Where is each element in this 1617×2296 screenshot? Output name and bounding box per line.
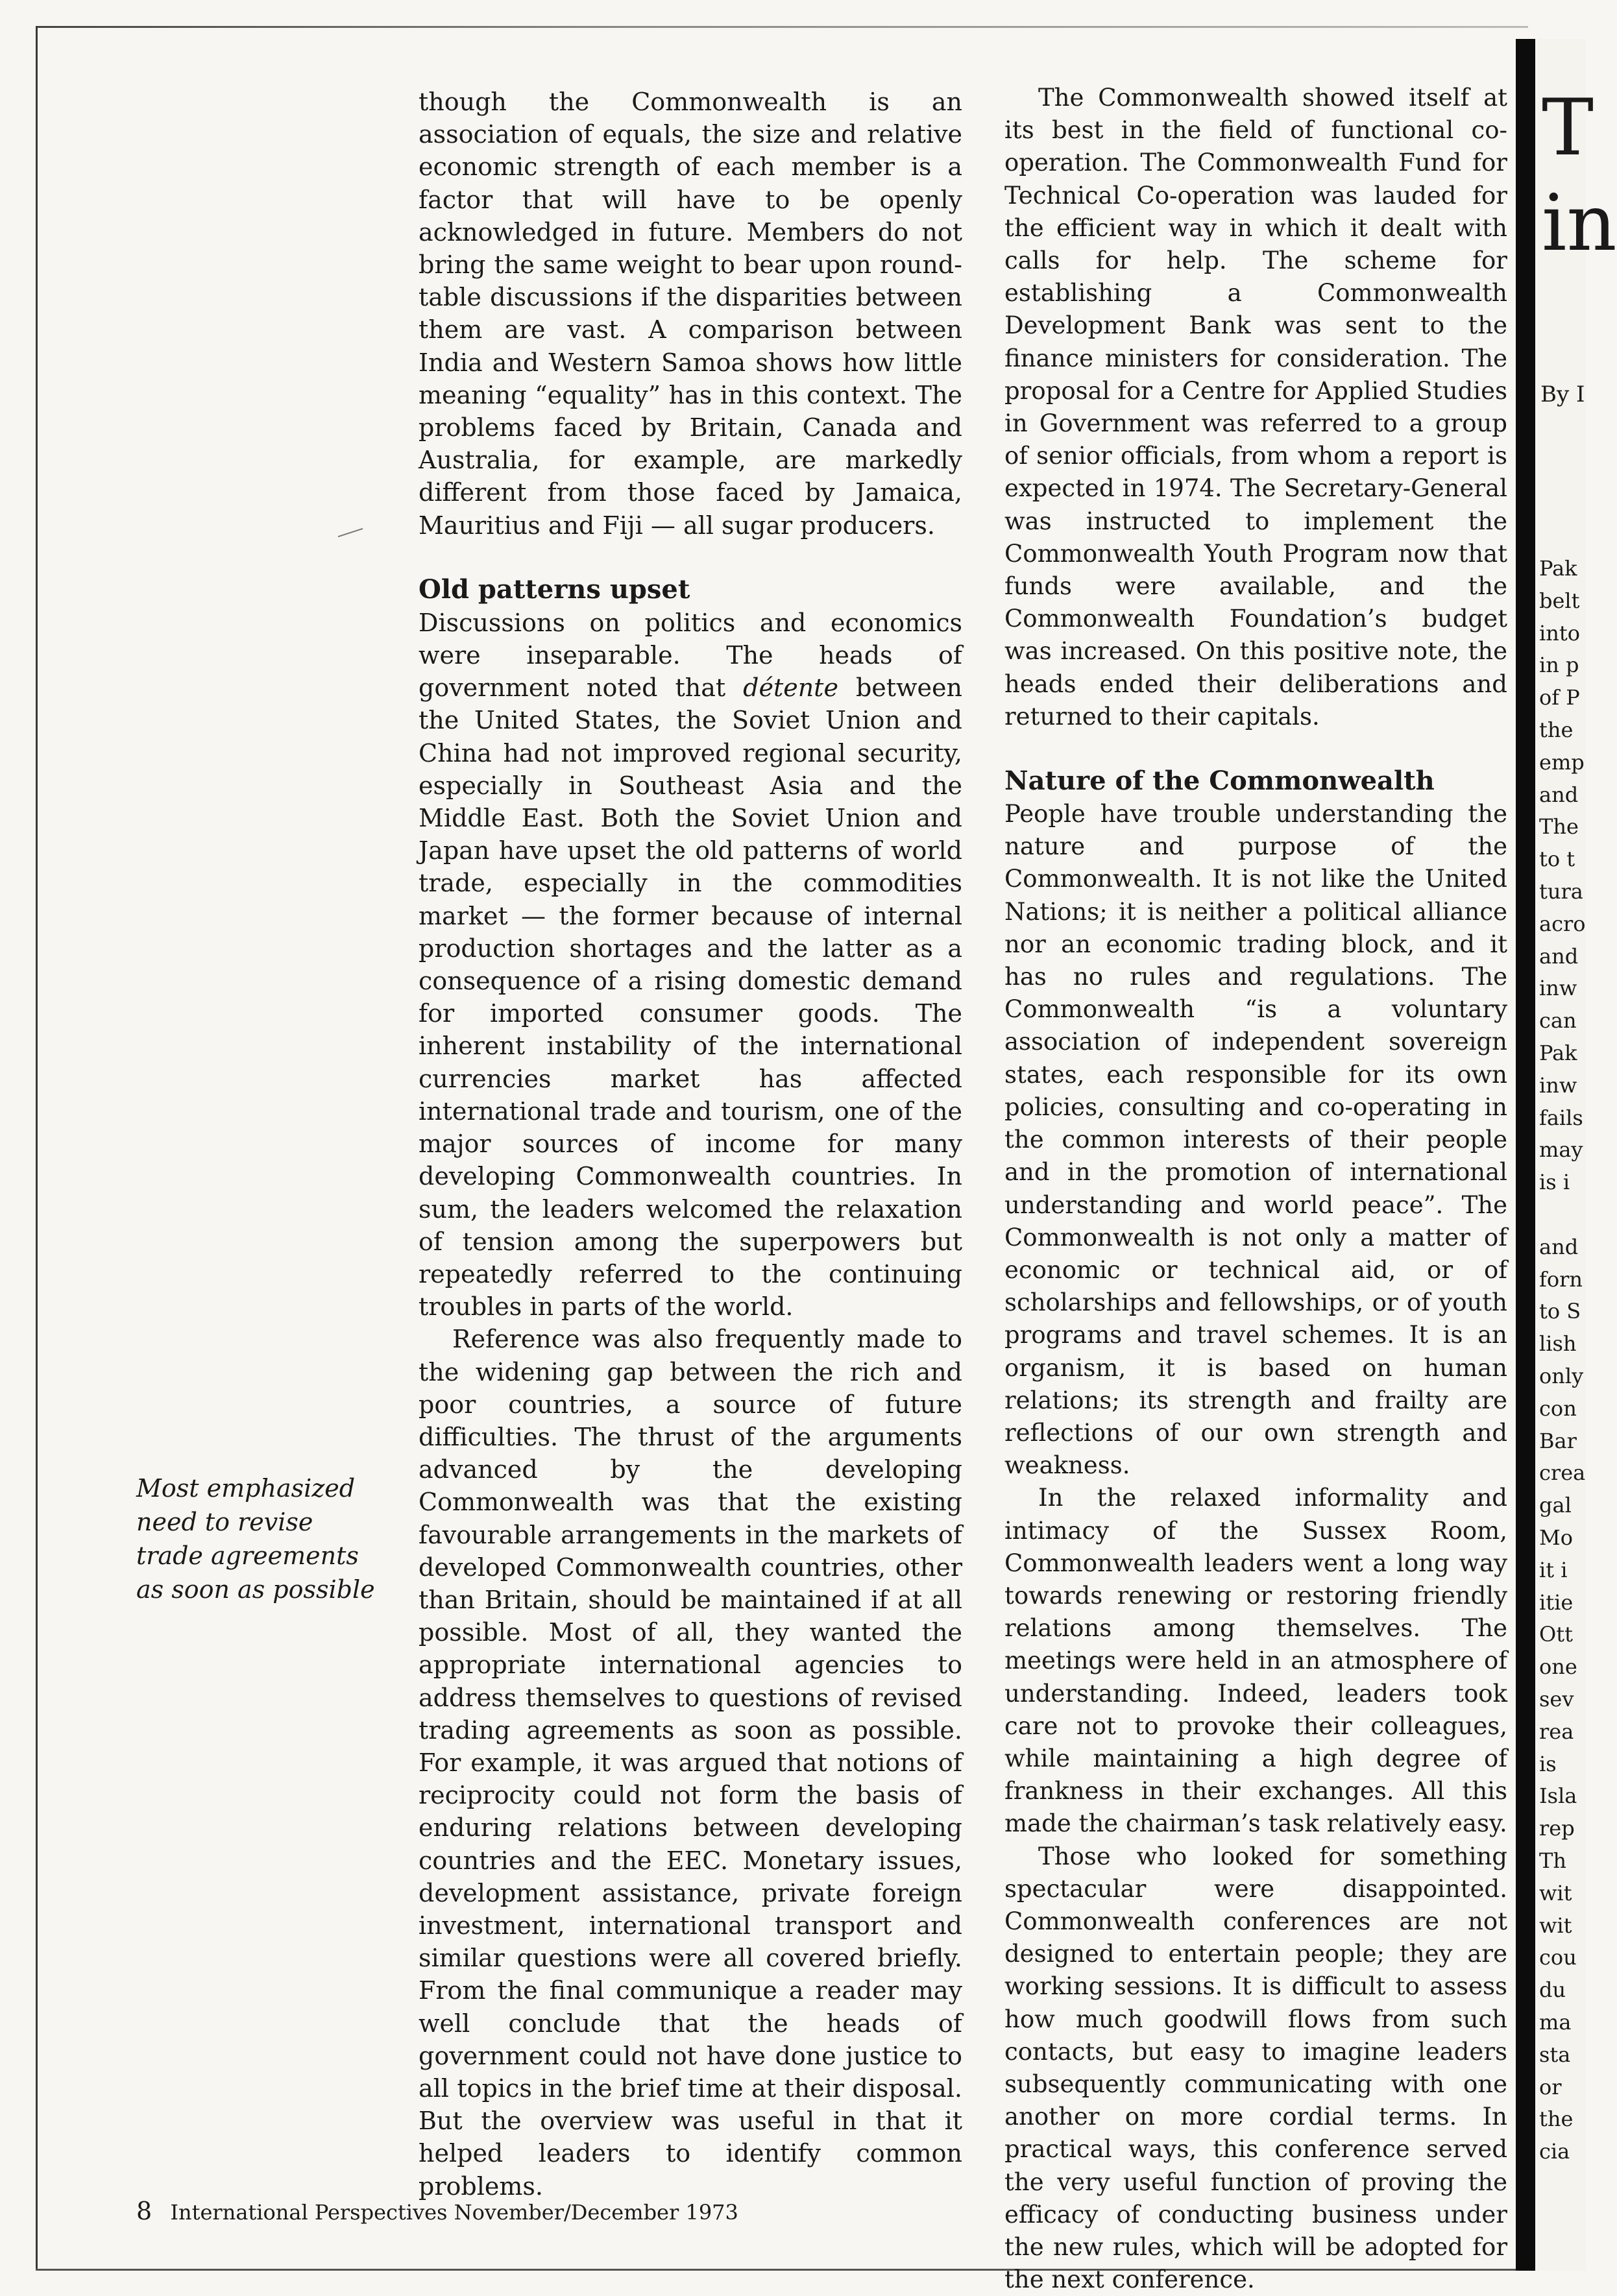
next-page-text-fragment: into — [1539, 620, 1580, 646]
next-page-text-fragment: wit — [1539, 1880, 1572, 1905]
next-page-text-fragment: cia — [1539, 2139, 1570, 2164]
next-page-text-fragment: inw — [1539, 1072, 1577, 1098]
next-page-text-fragment: inw — [1539, 976, 1577, 1001]
next-page-text-fragment: tura — [1539, 879, 1583, 904]
next-page-text-fragment: or — [1539, 2074, 1562, 2099]
next-page-text-fragment: wit — [1539, 1913, 1572, 1938]
page-footer — [136, 2198, 738, 2225]
next-page-text-fragment: acro — [1539, 911, 1586, 936]
next-page-text-fragment: the — [1539, 718, 1574, 742]
gutter-shadow — [1516, 39, 1535, 2271]
next-page-text-fragment: one — [1539, 1654, 1577, 1680]
next-page-text-fragment: emp — [1539, 749, 1585, 775]
paragraph: People have trouble understanding the nature and purpose of the Commonwealth. It is not like the United Nations; it is neither a political alliance nor an economic trading block, and it has no rules and regulations. The Commonwealth “is a voluntary association of independent sovereign states, each responsible for its own policies, consulting and co-operating in the common interests of their people and in the promotion of international understanding and world peace”. The Commonwealth is not only a matter of economic or technical aid, or of scholarships and fellowships, or of youth programs and travel schemes. It is an organism, it is based on human relations; its strength and frailty are reflections of our own strength and weakness. — [1004, 800, 1507, 1480]
paragraph: though the Commonwealth is an association of equals, the size and relative economic strength of each member is a factor that will have to be openly acknowledged in future. Members do not bring the same weight to bear upon round-table discussions if the disparities between them are vast. A comparison between India and Western Samoa shows how little meaning “equality” has in this context. The problems faced by Britain, Canada and Australia, for example, are markedly different from those faced by Jamaica, Mauritius and Fiji — all sugar producers. — [419, 88, 962, 540]
next-page-headline: in — [1542, 178, 1617, 269]
next-page-text-fragment: con — [1539, 1396, 1577, 1421]
paragraph — [419, 607, 962, 1323]
next-page-text-fragment: of P — [1539, 685, 1580, 710]
text-run: Discussions on politics and economics were inseparable. The heads of government noted that — [419, 608, 962, 703]
next-page-text-fragment: to S — [1539, 1299, 1581, 1324]
next-page-text-fragment: Isla — [1539, 1783, 1577, 1809]
next-page-text-fragment: is — [1539, 1751, 1557, 1776]
next-page-text-fragment: sta — [1539, 2042, 1571, 2067]
section-heading: Old patterns upset — [419, 574, 690, 605]
paragraph: In the relaxed informality and intimacy of the Sussex Room, Commonwealth leaders went a long way towards renewing or restoring friendly relations among themselves. The meetings were held in an atmosphere of understanding. Indeed, leaders took care not to provoke their colleagues, while maintaining a high degree of frankness in their exchanges. All this made the chairman’s task relatively easy. — [1004, 1484, 1507, 1838]
pull-quote-line: need to revise — [136, 1508, 313, 1536]
paragraph: Reference was also frequently made to the widening gap between the rich and poor countries, a source of future difficulties. The thrust of the arguments advanced by the developing Commonwealth was that the existing favourable arrangements in the markets of developed Commonwealth countries, other than Britain, should be maintained if at all possible. Most of all, they wanted the appropriate international agencies to address themselves to questions of revised trading agreements as soon as possible. For example, it was argued that notions of reciprocity could not form the basis of enduring relations between developing countries and the EEC. Monetary issues, development assistance, private foreign investment, international transport and similar questions were all covered briefly. From the final communique a reader may well conclude that the heads of government could not have done justice to all topics in the brief time at their disposal. But the overview was useful in that it helped leaders to identify common problems. — [419, 1325, 962, 2201]
article-column-left — [419, 86, 962, 2203]
next-page-text-fragment: the — [1539, 2107, 1574, 2132]
next-page-text-fragment: belt — [1539, 588, 1580, 613]
page-edge-left — [36, 26, 38, 2271]
next-page-text-fragment: forn — [1539, 1266, 1583, 1292]
next-page-text-fragment: rep — [1539, 1816, 1575, 1841]
next-page-text-fragment: Th — [1539, 1848, 1566, 1873]
pull-quote-line: trade agreements — [136, 1541, 359, 1570]
next-page-text-fragment: sev — [1539, 1687, 1574, 1711]
next-page-headline: T — [1542, 83, 1594, 173]
next-page-text-fragment: lish — [1539, 1331, 1577, 1357]
italic-term: détente — [743, 673, 838, 703]
margin-mark — [338, 528, 363, 537]
next-page-text-fragment: may — [1539, 1137, 1583, 1163]
next-page-text-fragment: ma — [1539, 2010, 1572, 2035]
pull-quote — [136, 1471, 396, 1606]
next-page-text-fragment: fails — [1539, 1105, 1583, 1130]
next-page-text-fragment: Mo — [1539, 1525, 1574, 1550]
next-page-text-fragment: du — [1539, 1977, 1566, 2003]
next-page-text-fragment: gal — [1539, 1493, 1572, 1518]
next-page-text-fragment: to t — [1539, 847, 1575, 872]
next-page-text-fragment: Pak — [1539, 1041, 1577, 1065]
next-page-text-fragment: itie — [1539, 1589, 1574, 1615]
next-page-text-fragment: cou — [1539, 1945, 1577, 1970]
article-column-right — [1004, 82, 1507, 2296]
next-page-fragment — [1535, 39, 1617, 2271]
next-page-text-fragment: crea — [1539, 1460, 1586, 1486]
next-page-text-fragment: and — [1539, 782, 1579, 807]
text-run: between the United States, the Soviet Union and China had not improved regional security, especially in Southeast Asia and the Middle East. Both the Soviet Union and Japan have upset the old patterns of world trade, especially in the commodities market — the former because of internal production shortages and the latter as a consequence of a rising domestic demand for imported consumer goods. The inherent instability of the international currencies market has affected international trade and tourism, one of the major sources of income for many developing Commonwealth countries. In sum, the leaders welcomed the relaxation of tension among the superpowers but repeatedly referred to the continuing troubles in parts of the world. — [419, 673, 963, 1322]
pull-quote-line: as soon as possible — [136, 1575, 375, 1604]
next-page-text-fragment: The — [1539, 814, 1579, 840]
next-page-text-fragment: Ott — [1539, 1622, 1573, 1647]
next-page-text-fragment: is i — [1539, 1170, 1570, 1195]
page-number: 8 — [136, 2197, 152, 2225]
next-page-text-fragment: Bar — [1539, 1428, 1577, 1453]
next-page-text-fragment: and — [1539, 1234, 1579, 1259]
paragraph: The Commonwealth showed itself at its best in the field of functional co-operation. The Commonwealth Fund for Technical Co-operation was lauded for the efficient way in which it dealt with calls for help. The scheme for establishing a Commonwealth Development Bank was sent to the finance ministers for consideration. The proposal for a Centre for Applied Studies in Government was referred to a group of senior officials, from whom a report is expected in 1974. The Secretary-General was instructed to implement the Commonwealth Youth Program now that funds were available, and the Commonwealth Foundation’s budget was increased. On this positive note, the heads ended their deliberations and returned to their capitals. — [1004, 84, 1507, 731]
next-page-text-fragment: can — [1539, 1008, 1577, 1033]
next-page-text-fragment: rea — [1539, 1719, 1574, 1744]
publication-line: International Perspectives November/December 1973 — [170, 2200, 738, 2225]
section-heading: Nature of the Commonwealth — [1004, 766, 1435, 797]
pull-quote-line: Most emphasized — [136, 1474, 356, 1503]
next-page-text-fragment: only — [1539, 1364, 1584, 1388]
next-page-text-fragment: it i — [1539, 1557, 1568, 1582]
next-page-text-fragment: in p — [1539, 653, 1579, 678]
next-page-text-fragment: and — [1539, 943, 1579, 969]
next-page-byline: By I — [1540, 381, 1585, 407]
page-edge-top — [36, 26, 1528, 28]
next-page-text-fragment: Pak — [1539, 556, 1577, 581]
paragraph: Those who looked for something spectacular were disappointed. Commonwealth conferences are not designed to entertain people; they are working sessions. It is difficult to assess how much goodwill flows from such contacts, but easy to imagine leaders subsequently communicating with one another on more cordial terms. In practical ways, this conference served the very useful function of proving the efficacy of conducting business under the new rules, which will be adopted for the next conference. — [1004, 1842, 1507, 2294]
